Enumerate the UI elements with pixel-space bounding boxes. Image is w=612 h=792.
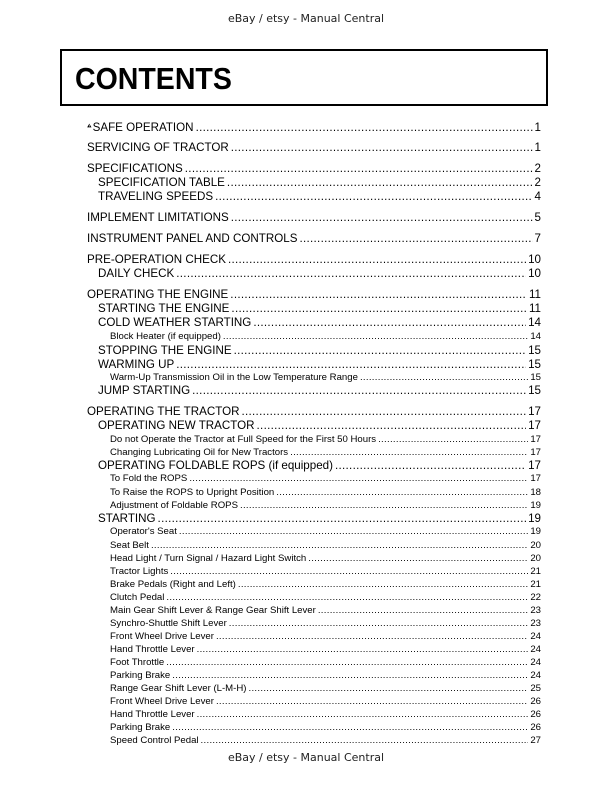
dot-leader [299, 232, 532, 245]
toc-entry[interactable] [98, 512, 541, 525]
dot-leader [276, 487, 528, 498]
toc-page-number: 5 [534, 211, 541, 224]
toc-entry[interactable] [110, 631, 541, 642]
toc-entry[interactable] [110, 500, 541, 511]
toc-page-number: 19 [528, 512, 541, 525]
toc-page-number: 17 [530, 447, 541, 458]
toc-entry[interactable] [98, 302, 541, 315]
dot-leader [196, 121, 533, 134]
toc-entry-label: STOPPING THE ENGINE [98, 344, 232, 357]
toc-entry-label: OPERATING NEW TRACTOR [98, 419, 255, 432]
toc-entry[interactable] [110, 372, 541, 383]
dot-leader [318, 605, 528, 616]
toc-entry-label: Front Wheel Drive Lever [110, 696, 214, 707]
toc-entry-label: Parking Brake [110, 670, 171, 681]
toc-entry-label: Main Gear Shift Lever & Range Gear Shift Lever [110, 605, 316, 616]
dot-leader [223, 331, 528, 342]
dot-leader [257, 419, 527, 432]
toc-page-number: 7 [534, 232, 541, 245]
toc-page-number: 11 [528, 302, 541, 315]
toc-entry[interactable] [98, 384, 541, 397]
toc-entry[interactable] [87, 253, 541, 266]
toc-entry[interactable] [110, 670, 541, 681]
dot-leader [231, 141, 533, 154]
dot-leader [176, 267, 526, 280]
dot-leader [176, 358, 526, 371]
toc-entry-label: Head Light / Turn Signal / Hazard Light Switch [110, 553, 307, 564]
toc-entry-label: Brake Pedals (Right and Left) [110, 579, 236, 590]
toc-entry[interactable] [110, 722, 541, 733]
toc-page-number: 24 [530, 631, 541, 642]
toc-entry[interactable] [87, 141, 541, 154]
toc-page-number: 10 [528, 253, 541, 266]
dot-leader [227, 176, 533, 189]
dot-leader [172, 670, 528, 681]
toc-entry[interactable] [110, 487, 541, 498]
toc-entry[interactable] [110, 592, 541, 603]
page-title: CONTENTS [75, 61, 232, 96]
toc-page-number: 24 [530, 644, 541, 655]
dot-leader [179, 526, 528, 537]
toc-entry[interactable] [98, 316, 541, 329]
toc-entry-label: JUMP STARTING [98, 384, 191, 397]
toc-entry[interactable] [110, 683, 541, 694]
toc-page-number: 1 [534, 141, 541, 154]
toc-page-number: 15 [528, 358, 541, 371]
dot-leader [166, 592, 528, 603]
toc-entry-label: SPECIFICATION TABLE [98, 176, 225, 189]
toc-page-number: 26 [530, 722, 541, 733]
toc-page-number: 27 [530, 735, 541, 746]
toc-entry[interactable] [87, 211, 541, 224]
dot-leader [197, 644, 529, 655]
toc-entry-label: SPECIFICATIONS [87, 162, 183, 175]
toc-entry[interactable] [110, 657, 541, 668]
toc-entry-label: OPERATING THE TRACTOR [87, 405, 240, 418]
toc-entry-label: WARMING UP [98, 358, 175, 371]
dot-leader [229, 618, 529, 629]
toc-page-number: 20 [530, 540, 541, 551]
toc-entry-label: OPERATING THE ENGINE [87, 288, 229, 301]
toc-entry[interactable] [98, 358, 541, 371]
dot-leader [151, 540, 528, 551]
dot-leader [215, 190, 532, 203]
dot-leader [172, 722, 528, 733]
toc-entry-label: Hand Throttle Lever [110, 709, 195, 720]
dot-leader [335, 459, 526, 472]
toc-entry[interactable] [110, 618, 541, 629]
dot-leader [197, 709, 529, 720]
toc-page-number: 24 [530, 670, 541, 681]
toc-entry-label: Front Wheel Drive Lever [110, 631, 214, 642]
toc-entry[interactable] [87, 120, 541, 134]
dot-leader [253, 316, 526, 329]
toc-page-number: 22 [530, 592, 541, 603]
dot-leader [189, 473, 528, 484]
dot-leader [216, 696, 528, 707]
toc-entry[interactable] [110, 331, 541, 342]
toc-entry-label: Speed Control Pedal [110, 735, 199, 746]
toc-page-number: 21 [530, 566, 541, 577]
dot-leader [378, 434, 528, 445]
toc-entry-label: Warm-Up Transmission Oil in the Low Temperature Range [110, 372, 358, 383]
dot-leader [360, 372, 528, 383]
dot-leader [241, 405, 526, 418]
toc-entry-label: STARTING THE ENGINE [98, 302, 230, 315]
toc-entry-label: SERVICING OF TRACTOR [87, 141, 229, 154]
toc-page-number: 15 [528, 384, 541, 397]
dot-leader [192, 384, 526, 397]
toc-entry[interactable] [87, 405, 541, 418]
toc-entry-label: IMPLEMENT LIMITATIONS [87, 211, 229, 224]
footer-watermark: eBay / etsy - Manual Central [227, 751, 385, 764]
toc-entry[interactable] [110, 696, 541, 707]
toc-entry-label: Range Gear Shift Lever (L-M-H) [110, 683, 247, 694]
toc-entry[interactable] [87, 162, 541, 175]
toc-page-number: 10 [528, 267, 541, 280]
toc-page-number: 19 [530, 500, 541, 511]
toc-entry[interactable] [98, 267, 541, 280]
toc-entry[interactable] [87, 288, 541, 301]
dot-leader [308, 553, 528, 564]
dot-leader [170, 566, 528, 577]
toc-page-number: 15 [530, 372, 541, 383]
toc-page-number: 18 [530, 487, 541, 498]
toc-page-number: 17 [530, 473, 541, 484]
toc-page-number: 20 [530, 553, 541, 564]
dot-leader [290, 447, 528, 458]
toc-entry-label: DAILY CHECK [98, 267, 175, 280]
toc-entry-label: OPERATING FOLDABLE ROPS (if equipped) [98, 459, 333, 472]
toc-entry[interactable] [98, 176, 541, 189]
toc-page-number: 17 [528, 419, 541, 432]
toc-entry[interactable] [98, 419, 541, 432]
toc-entry-label: INSTRUMENT PANEL AND CONTROLS [87, 232, 298, 245]
toc-page-number: 19 [530, 526, 541, 537]
dot-leader [231, 302, 527, 315]
toc-page-number: 17 [530, 434, 541, 445]
dot-leader [240, 500, 528, 511]
dot-leader [185, 162, 533, 175]
toc-page-number: 11 [528, 288, 541, 301]
dot-leader [249, 683, 529, 694]
toc-page-number: 15 [528, 344, 541, 357]
toc-entry-label: Tractor Lights [110, 566, 169, 577]
toc-entry[interactable] [98, 344, 541, 357]
toc-entry-label: STARTING [98, 512, 156, 525]
dot-leader [228, 253, 526, 266]
toc-page-number: 14 [530, 331, 541, 342]
dot-leader [231, 211, 533, 224]
toc-entry[interactable] [110, 644, 541, 655]
toc-entry-label: TRAVELING SPEEDS [98, 190, 214, 203]
toc-page-number: 1 [534, 121, 541, 134]
toc-entry[interactable] [110, 566, 541, 577]
toc-entry[interactable] [110, 434, 541, 445]
toc-entry[interactable] [110, 473, 541, 484]
toc-page-number: 17 [528, 459, 541, 472]
toc-page-number: 2 [534, 176, 541, 189]
toc-entry-label: Adjustment of Foldable ROPS [110, 500, 238, 511]
toc-page-number: 23 [530, 618, 541, 629]
toc-entry-label: Synchro-Shuttle Shift Lever [110, 618, 227, 629]
toc-entry[interactable] [87, 232, 541, 245]
header-watermark: eBay / etsy - Manual Central [227, 12, 385, 25]
toc-page-number: 26 [530, 696, 541, 707]
dot-leader [230, 288, 527, 301]
toc-page-number: 4 [534, 190, 541, 203]
toc-entry-label: Operator's Seat [110, 526, 177, 537]
dot-leader [216, 631, 528, 642]
toc-entry[interactable] [110, 447, 541, 458]
toc-entry-label: PRE-OPERATION CHECK [87, 253, 226, 266]
toc-entry-label: COLD WEATHER STARTING [98, 316, 252, 329]
toc-entry[interactable] [110, 735, 541, 746]
toc-entry-label: Parking Brake [110, 722, 171, 733]
toc-page-number: 23 [530, 605, 541, 616]
toc-entry-label: Block Heater (if equipped) [110, 331, 221, 342]
toc-entry[interactable] [98, 459, 541, 472]
toc-entry-label: Hand Throttle Lever [110, 644, 195, 655]
toc-entry[interactable] [110, 540, 541, 551]
toc-page-number: 14 [528, 316, 541, 329]
toc-page-number: 17 [528, 405, 541, 418]
toc-entry-label: Clutch Pedal [110, 592, 165, 603]
dot-leader [238, 579, 528, 590]
toc-entry[interactable] [98, 190, 541, 203]
dot-leader [166, 657, 528, 668]
warning-triangle-icon [87, 120, 92, 131]
toc-entry-label: Changing Lubricating Oil for New Tractors [110, 447, 289, 458]
toc-entry[interactable] [110, 553, 541, 564]
toc-page-number: 26 [530, 709, 541, 720]
dot-leader [201, 735, 529, 746]
toc-entry-label: Seat Belt [110, 540, 149, 551]
toc-page-number: 25 [530, 683, 541, 694]
toc-entry[interactable] [110, 605, 541, 616]
toc-entry-label: To Fold the ROPS [110, 473, 188, 484]
toc-page-number: 21 [530, 579, 541, 590]
contents-title-box [60, 49, 548, 106]
toc-entry-label: To Raise the ROPS to Upright Position [110, 487, 275, 498]
dot-leader [234, 344, 527, 357]
toc-entry-label: SAFE OPERATION [92, 121, 194, 134]
toc-page-number: 2 [534, 162, 541, 175]
toc-page-number: 24 [530, 657, 541, 668]
toc-entry[interactable] [110, 526, 541, 537]
toc-entry[interactable] [110, 709, 541, 720]
toc-entry[interactable] [110, 579, 541, 590]
dot-leader [158, 512, 527, 525]
toc-entry-label: Foot Throttle [110, 657, 165, 668]
toc-entry-label: Do not Operate the Tractor at Full Speed for the First 50 Hours [110, 434, 377, 445]
